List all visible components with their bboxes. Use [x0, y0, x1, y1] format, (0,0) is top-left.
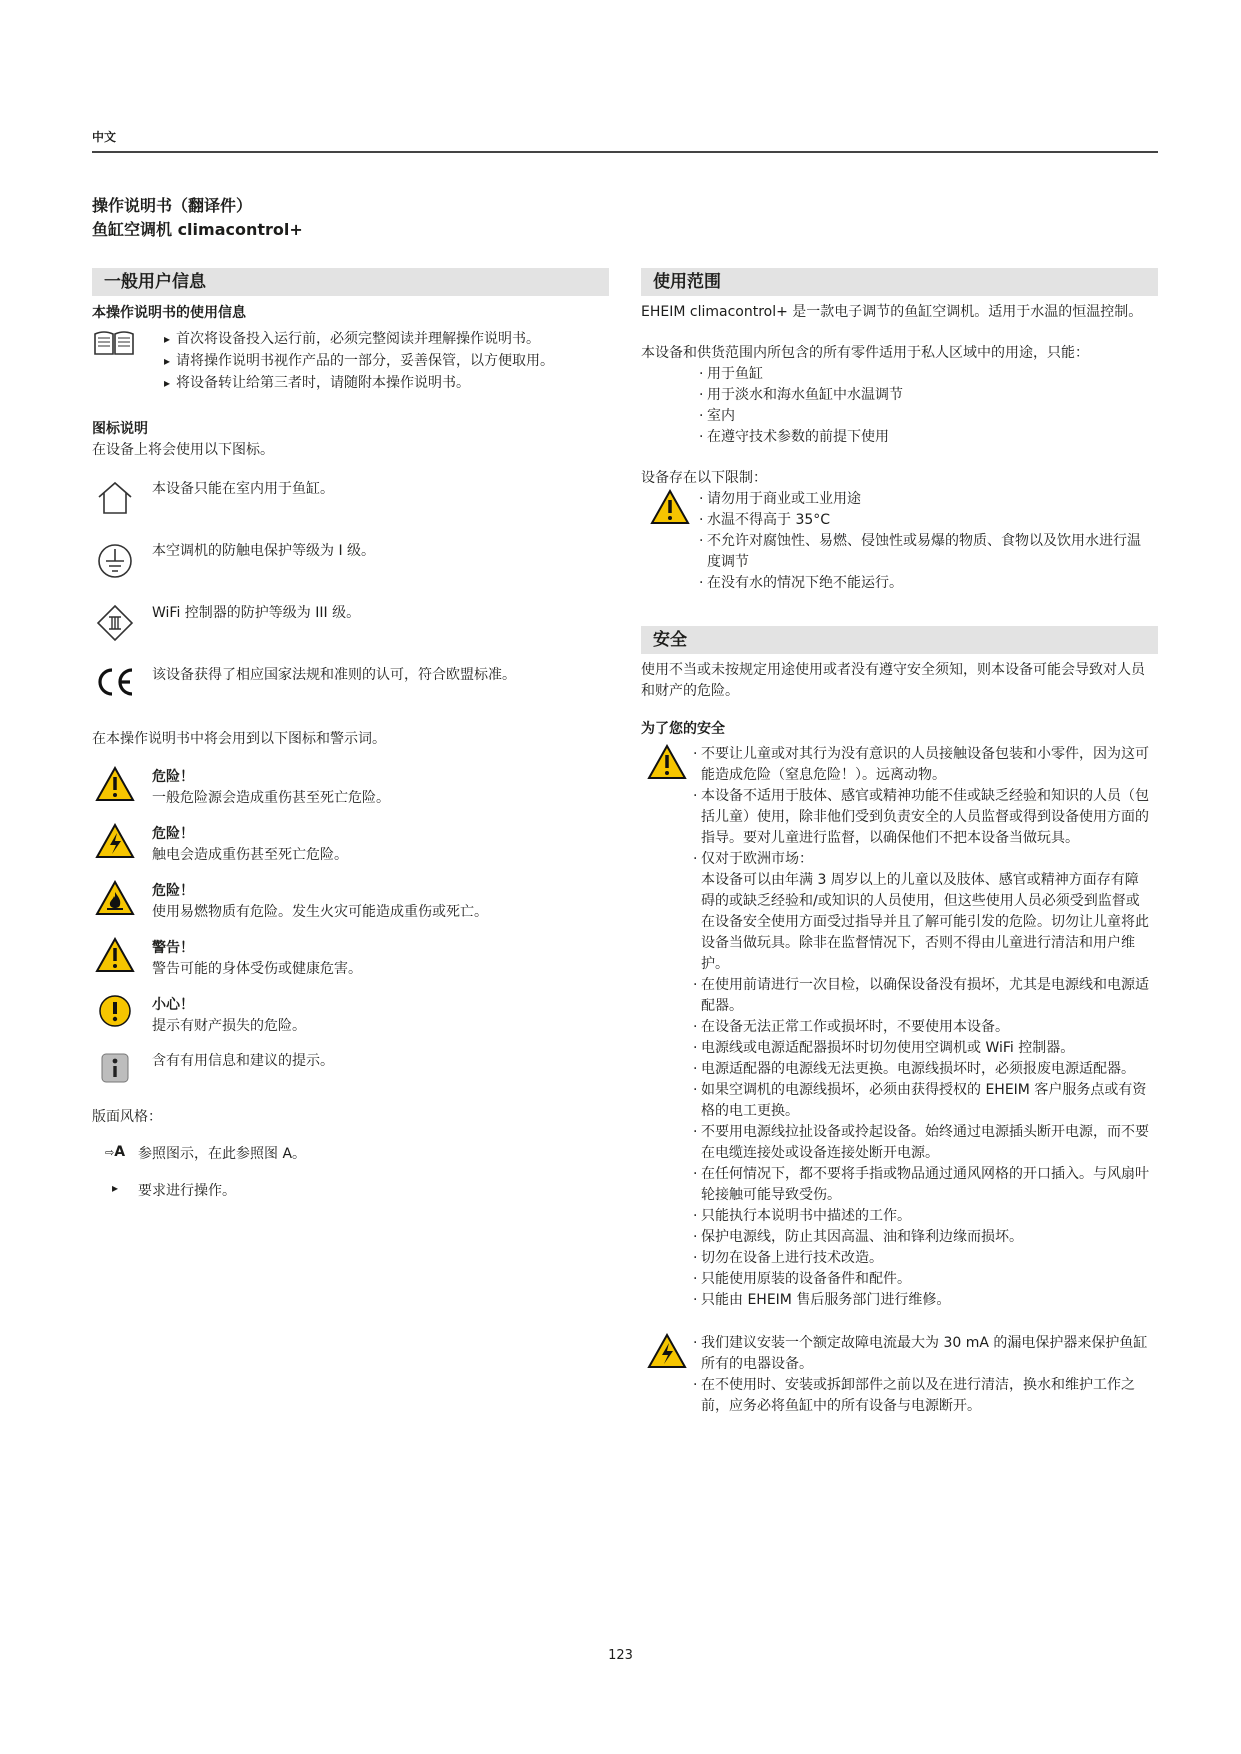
list-item: · 在任何情况下，都不要将手指或物品通过通风网格的开口插入。与风扇叶轮接触可能导致受伤。: [693, 1164, 1151, 1206]
your-safety-heading: 为了您的安全: [641, 721, 725, 737]
electric-safety-block: [641, 1333, 1158, 1417]
electric-shock-warning-icon: [92, 823, 138, 859]
list-item: · 电源线或电源适配器损坏时切勿使用空调机或 WiFi 控制器。: [693, 1038, 1151, 1059]
signal-text: 提示有财产损失的危险。: [152, 1018, 306, 1034]
signal-title: 危险！: [152, 883, 194, 899]
list-item: · 在没有水的情况下绝不能运行。: [699, 573, 1151, 594]
list-item: · 用于淡水和海水鱼缸中水温调节: [699, 385, 1158, 406]
usage-info-list: [164, 328, 554, 394]
list-item: · 电源适配器的电源线无法更换。电源线损坏时，必须报废电源适配器。: [693, 1059, 1151, 1080]
icon-legend-heading: 图标说明: [92, 421, 148, 437]
list-item: · 水温不得高于 35°C: [699, 510, 1151, 531]
device-icon-row-ce: [92, 665, 609, 711]
list-item: · 只能使用原装的设备备件和配件。: [693, 1269, 1151, 1290]
manual-book-icon: [92, 328, 164, 358]
document-title: [92, 194, 303, 242]
layout-item-text: 要求进行操作。: [138, 1183, 236, 1199]
device-icon-row-class3: [92, 603, 609, 649]
signal-text: 使用易燃物质有危险。发生火灾可能造成重伤或死亡。: [152, 904, 488, 920]
safety-block: [641, 744, 1158, 1311]
list-item: ▸ 首次将设备投入运行前，必须完整阅读并理解操作说明书。: [164, 328, 554, 350]
signal-words-intro: 在本操作说明书中将会用到以下图标和警示词。: [92, 731, 386, 747]
danger-warning-icon: [92, 766, 138, 802]
device-icon-text: WiFi 控制器的防护等级为 III 级。: [152, 605, 361, 621]
protection-class-1-icon: [92, 541, 138, 581]
signal-row-warning: [92, 937, 609, 980]
signal-title: 警告！: [152, 940, 194, 956]
signal-text: 触电会造成重伤甚至死亡危险。: [152, 847, 348, 863]
device-icon-text: 本设备只能在室内用于鱼缸。: [152, 481, 334, 497]
danger-warning-icon: [641, 489, 699, 525]
electric-shock-warning-icon: [641, 1333, 693, 1369]
list-item: · 不允许对腐蚀性、易燃、侵蚀性或易爆的物质、食物以及饮用水进行温度调节: [699, 531, 1151, 573]
list-item: · 在使用前请进行一次目检，以确保设备没有损坏，尤其是电源线和电源适配器。: [693, 975, 1151, 1017]
device-icon-row-house: [92, 479, 609, 525]
signal-row-info: [92, 1051, 609, 1085]
list-item: · 切勿在设备上进行技术改造。: [693, 1248, 1151, 1269]
signal-text: 一般危险源会造成重伤甚至死亡危险。: [152, 790, 390, 806]
list-item: · 室内: [699, 406, 1158, 427]
usage-info-heading: 本操作说明书的使用信息: [92, 305, 246, 321]
device-icon-row-class1: [92, 541, 609, 587]
limits-heading: 设备存在以下限制：: [641, 470, 767, 486]
signal-row-electric: [92, 823, 609, 866]
scope-intro: EHEIM climacontrol+ 是一款电子调节的鱼缸空调机。适用于水温的恒温控制。: [641, 304, 1143, 320]
ce-mark-icon: [92, 665, 138, 699]
list-item: · 在不使用时、安装或拆卸部件之前以及在进行清洁，换水和维护工作之前，应务必将鱼缸中的所有设备与电源断开。: [693, 1375, 1151, 1417]
signal-text: 含有有用信息和建议的提示。: [152, 1053, 334, 1069]
limits-list: [699, 489, 1151, 594]
protection-class-3-icon: [92, 603, 138, 643]
layout-item-action: [92, 1181, 609, 1202]
document-title-line1: 操作说明书（翻译件）: [92, 196, 253, 215]
eu-market-label: 仅对于欧洲市场：: [701, 851, 813, 867]
list-item: · 在设备无法正常工作或损坏时，不要使用本设备。: [693, 1017, 1151, 1038]
list-item: · 用于鱼缸: [699, 364, 1158, 385]
list-item: · 只能执行本说明书中描述的工作。: [693, 1206, 1151, 1227]
list-item: [693, 849, 1151, 975]
flammable-warning-icon: [92, 880, 138, 916]
limits-block: [641, 489, 1158, 594]
layout-style-heading: 版面风格：: [92, 1109, 162, 1125]
signal-text-block: [152, 766, 390, 809]
layout-item-text: 参照图示，在此参照图 A。: [138, 1146, 307, 1162]
list-item: · 我们建议安装一个额定故障电流最大为 30 mA 的漏电保护器来保护鱼缸所有的电器设备。: [693, 1333, 1151, 1375]
eu-market-text: 本设备可以由年满 3 周岁以上的儿童以及肢体、感官或精神方面存有障碍的或缺乏经验和/或知识的人员使用，但这些使用人员必须受到监督或在设备安全使用方面受过指导并且了解可能引发的危险。切勿让儿童将此设备当做玩具。除非在监督情况下，否则不得由儿童进行清洁和用户维护。: [701, 872, 1149, 972]
language-label: 中文: [92, 130, 117, 144]
usage-info-block: [92, 328, 609, 394]
left-column: [92, 268, 609, 1202]
signal-text-block: [152, 823, 348, 866]
list-item: ▸ 请将操作说明书视作产品的一部分，妥善保管，以方便取用。: [164, 350, 554, 372]
figure-reference-icon: ⇨A: [104, 1144, 126, 1160]
section-scope-heading: 使用范围: [641, 268, 1158, 296]
list-item: · 请勿用于商业或工业用途: [699, 489, 1151, 510]
list-item: · 不要让儿童或对其行为没有意识的人员接触设备包装和小零件，因为这可能造成危险（窒息危险！）。远离动物。: [693, 744, 1151, 786]
layout-item-figure-ref: [92, 1144, 609, 1165]
list-item: · 在遵守技术参数的前提下使用: [699, 427, 1158, 448]
signal-row-danger: [92, 766, 609, 809]
icon-legend-intro: 在设备上将会使用以下图标。: [92, 442, 274, 458]
device-icon-text: 本空调机的防触电保护等级为 I 级。: [152, 543, 376, 559]
caution-warning-icon: [92, 937, 138, 973]
page-number: 123: [608, 1648, 633, 1663]
danger-warning-icon: [641, 744, 693, 780]
signal-title: 危险！: [152, 826, 194, 842]
scope-paragraph: 本设备和供货范围内所包含的所有零件适用于私人区域中的用途，只能：: [641, 345, 1089, 361]
safety-intro: 使用不当或未按规定用途使用或者没有遵守安全须知，则本设备可能会导致对人员和财产的危险。: [641, 662, 1145, 699]
scope-list: [699, 364, 1158, 448]
safety-list: [693, 744, 1151, 1311]
list-item: · 本设备不适用于肢体、感官或精神功能不佳或缺乏经验和知识的人员（包括儿童）使用，除非他们受到负责安全的人员监督或得到设备使用方面的指导。要对儿童进行监督，以确保他们不把本设备当做玩具。: [693, 786, 1151, 849]
house-icon: [92, 479, 138, 517]
action-arrow-icon: ▸: [111, 1181, 119, 1195]
list-item: · 保护电源线，防止其因高温、油和锋利边缘而损坏。: [693, 1227, 1151, 1248]
info-icon: [92, 1051, 138, 1085]
signal-title: 危险！: [152, 769, 194, 785]
list-item: · 只能由 EHEIM 售后服务部门进行维修。: [693, 1290, 1151, 1311]
signal-row-flammable: [92, 880, 609, 923]
signal-text-block: [152, 994, 306, 1037]
header-rule: [92, 151, 1158, 153]
document-title-line2: 鱼缸空调机 climacontrol+: [92, 220, 303, 239]
electric-safety-list: [693, 1333, 1151, 1417]
section-safety-heading: 安全: [641, 626, 1158, 654]
signal-title: 小心！: [152, 997, 194, 1013]
section-general-info-heading: 一般用户信息: [92, 268, 609, 296]
right-column: [641, 268, 1158, 1417]
attention-icon: [92, 994, 138, 1028]
signal-row-caution: [92, 994, 609, 1037]
list-item: ▸ 将设备转让给第三者时，请随附本操作说明书。: [164, 372, 554, 394]
list-item: · 如果空调机的电源线损坏，必须由获得授权的 EHEIM 客户服务点或有资格的电工更换。: [693, 1080, 1151, 1122]
signal-text-block: [152, 937, 362, 980]
device-icon-text: 该设备获得了相应国家法规和准则的认可，符合欧盟标准。: [152, 667, 516, 683]
signal-text-block: [152, 880, 488, 923]
signal-text: 警告可能的身体受伤或健康危害。: [152, 961, 362, 977]
list-item: · 不要用电源线拉扯设备或拎起设备。始终通过电源插头断开电源，而不要在电缆连接处或设备连接处断开电源。: [693, 1122, 1151, 1164]
